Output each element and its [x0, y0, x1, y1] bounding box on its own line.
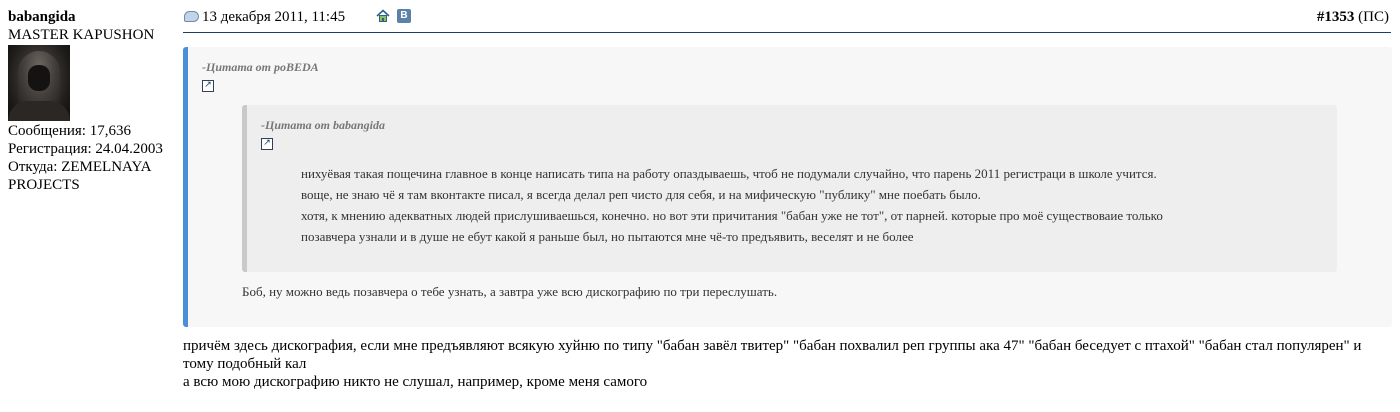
jump-to-post-icon[interactable]: ↗ [261, 138, 273, 150]
user-registration-date: Регистрация: 24.04.2003 [8, 141, 163, 157]
username-link[interactable]: babangida [8, 9, 76, 25]
post-date: 13 декабря 2011, 11:45 [202, 9, 346, 25]
post-number-link[interactable]: #1353 [1316, 9, 1355, 25]
quote-inner-line: хотя, к мнению адекватных людей прислушиваешься, конечно. но вот эти причитания "бабан уже не тот", от парней. которые про моё существоваие только [301, 208, 1163, 223]
post-message [183, 337, 1388, 391]
quote-inner-text [301, 163, 1163, 247]
post-number[interactable] [1317, 9, 1389, 26]
vk-share-icon[interactable]: В [397, 9, 411, 23]
user-messages-count: Сообщения: 17,636 [8, 123, 131, 139]
quote-inner-line: позавчера узнали и в душе не ебут какой я раньше был, но пытаются мне чё-то предъявить, веселят и не более [301, 229, 914, 244]
user-location-continued: PROJECTS [8, 177, 80, 193]
quote-inner-line: воще, не знаю чё я там вконтакте писал, я всегда делал реп чисто для себя, и на мифическую "публику" мне поебать было. [301, 187, 981, 202]
quote-outer-title: -Цитата от poBEDA [202, 60, 319, 74]
quote-outer [183, 47, 1392, 327]
jump-to-post-icon[interactable]: ↗ [202, 80, 214, 92]
post-header [183, 8, 1391, 33]
user-location: Откуда: ZEMELNAYA [8, 159, 152, 175]
post-number-suffix: (ПС) [1354, 9, 1389, 25]
user-title: MASTER KAPUSHON [8, 27, 155, 43]
avatar[interactable] [8, 45, 70, 121]
post-message-paragraph: а всю мою дискографию никто не слушал, например, кроме меня самого [183, 374, 648, 390]
quote-outer-reply-text: Боб, ну можно ведь позавчера о тебе узнать, а завтра уже всю дискографию по три переслушать. [242, 284, 778, 299]
post-message-paragraph: причём здесь дискография, если мне предъявляют всякую хуйню по типу "бабан завёл твитер" "бабан похвалил реп группы ака 47" "бабан беседует с птахой" "бабан стал популярен" и тому подобный кал [183, 338, 1362, 372]
quote-inner-line: нихуёвая такая пощечина главное в конце написать типа на работу опаздываешь, чтоб не подумали случайно, что парень 2011 регистраци в школе учится. [301, 166, 1157, 181]
post-speech-icon [184, 11, 199, 22]
quote-inner-title: -Цитата от babangida [261, 118, 386, 132]
user-info [8, 8, 180, 194]
home-icon[interactable] [376, 9, 390, 23]
quote-inner [242, 105, 1337, 272]
